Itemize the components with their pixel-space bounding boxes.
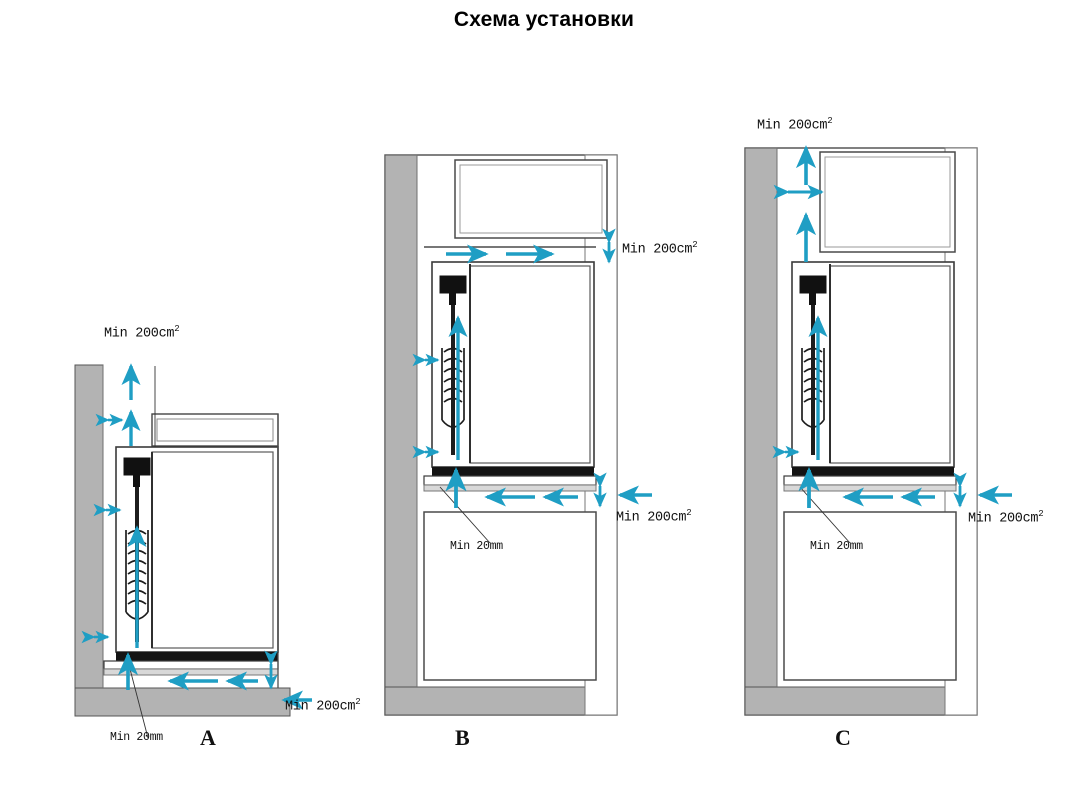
panel-c-floor-gap-callout: Min 20mm xyxy=(810,540,863,553)
panel-c-bottom-vent-sup: 2 xyxy=(1038,509,1044,519)
panel-a-label: A xyxy=(200,725,216,750)
panel-c-top-vent-callout xyxy=(757,116,832,134)
panel-a-floor-gap-callout: Min 20mm xyxy=(110,731,163,744)
panel-b-bottom-vent-text: Min 200cm xyxy=(616,510,687,526)
panel-a-bottom-vent-sup: 2 xyxy=(355,697,361,707)
panel-c-top-vent-sup: 2 xyxy=(827,116,833,126)
panel-b-top-vent-callout xyxy=(622,240,697,258)
panel-c-bottom-vent-callout xyxy=(968,509,1043,527)
panel-b-floor-gap-callout: Min 20mm xyxy=(450,540,503,553)
panel-b-label: B xyxy=(455,725,470,750)
panel-b-top-vent-text: Min 200cm xyxy=(622,242,693,258)
panel-a-top-vent-callout xyxy=(104,324,179,342)
page-title: Схема установки xyxy=(453,8,635,31)
panel-a-bottom-vent-callout xyxy=(285,697,360,715)
panel-b-art xyxy=(385,155,652,715)
panel-a-bottom-vent-text: Min 200cm xyxy=(285,699,356,715)
panel-c-bottom-vent-text: Min 200cm xyxy=(968,511,1039,527)
panel-b-top-vent-sup: 2 xyxy=(692,240,698,250)
panel-b-bottom-vent-sup: 2 xyxy=(686,508,692,518)
panel-c-top-vent-text: Min 200cm xyxy=(757,118,828,134)
panel-c-label: C xyxy=(835,725,851,750)
panel-b-bottom-vent-callout xyxy=(616,508,691,526)
panel-a-top-vent-sup: 2 xyxy=(174,324,180,334)
panel-a-art xyxy=(75,365,312,738)
panel-a-top-vent-text: Min 200cm xyxy=(104,326,175,342)
panel-c-art xyxy=(745,148,1012,715)
